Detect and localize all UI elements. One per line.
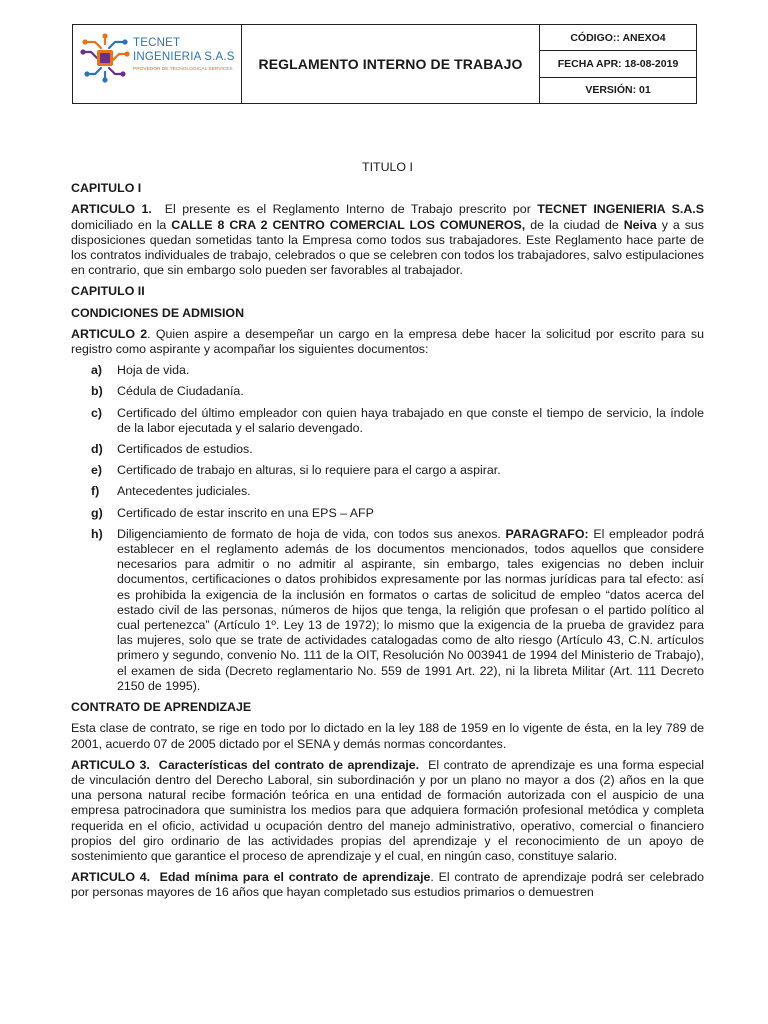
articulo-3-text: El contrato de aprendizaje es una forma especial de vinculación dentro del Derecho Laboral, sin subordinación y por un plano no mayor a dos (2) años en la que una persona natural recibe formación teórica en una entidad de formación autorizada con el auspicio de una empresa patrocinadora que suministra los medios para que adquiera formación profesional metódica y completa requerida en el oficio, actividad u ocupación dentro del manejo administrativo, operativo, comercial o financiero propios del giro ordinario de las actividades propias del aprendizaje y el reconocimiento de un apoyo de sostenimiento que garantice el proceso de aprendizaje y el cual, en ningún caso, constituye salario. [71,757,704,863]
list-item [71,363,704,378]
list-item-letter: g) [91,505,103,520]
list-item-letter: d) [91,442,103,457]
list-item [71,406,704,436]
company-logo [73,25,242,103]
item-h-text: Diligenciamiento de formato de hoja de vida, con todos sus anexos. [117,526,501,541]
articulo-3 [71,758,704,864]
list-item [71,442,704,457]
list-item-text: Antecedentes judiciales. [117,484,251,499]
contrato-aprendizaje-text: Esta clase de contrato, se rige en todo por lo dictado en la ley 188 de 1959 en lo vigente de ésta, en la ley 789 de 2001, acuerdo 07 de 2005 dictado por el SENA y demás normas concordantes. [71,721,704,751]
articulo-2-label: ARTICULO 2 [71,326,148,341]
circuit-logo-icon [79,32,131,84]
company-address: CALLE 8 CRA 2 CENTRO COMERCIAL LOS COMUNEROS, [171,217,526,232]
company-name: TECNET INGENIERIA S.A.S [537,202,704,217]
document-title: REGLAMENTO INTERNO DE TRABAJO [242,25,540,103]
document-header [72,24,697,104]
list-item-text: Certificado de trabajo en alturas, si lo requiere para el cargo a aspirar. [117,463,501,478]
list-item-letter: b) [91,384,103,399]
company-city: Neiva [623,217,657,232]
company-name-line1: TECNET [133,37,181,49]
list-item-text [117,527,704,694]
articulo-1-text-2: domiciliado en la [71,217,167,232]
requirements-list [71,363,704,694]
list-item-letter: e) [91,463,103,478]
list-item-text: Certificado de estar inscrito en una EPS – AFP [117,505,374,520]
capitulo-1-heading: CAPITULO I [71,181,142,196]
articulo-1-text-3: de la ciudad de [530,217,619,232]
list-item-text: Cédula de Ciudadanía. [117,384,244,399]
articulo-4 [71,870,704,900]
titulo-heading: TITULO I [362,160,413,174]
articulo-1 [71,202,704,278]
capitulo-2-heading: CAPITULO II [71,284,145,299]
document-meta [540,25,696,103]
condiciones-heading: CONDICIONES DE ADMISION [71,305,245,320]
approval-date: FECHA APR: 18-08-2019 [540,50,696,76]
list-item [71,463,704,478]
articulo-2 [71,327,704,357]
document-code: CÓDIGO:: ANEXO4 [570,31,666,44]
list-item-letter: a) [91,363,103,378]
document-version: VERSIÓN: 01 [540,77,696,103]
articulo-4-heading: Edad mínima para el contrato de aprendizaje [159,870,431,885]
articulo-3-label: ARTICULO 3. [71,757,150,772]
articulo-1-text: El presente es el Reglamento Interno de Trabajo prescrito por [164,202,531,217]
articulo-4-label: ARTICULO 4. [71,870,151,885]
list-item-letter: h) [91,526,103,541]
contrato-aprendizaje-heading: CONTRATO DE APRENDIZAJE [71,700,252,715]
paragrafo-text: El empleador podrá establecer en el reglamento además de los documentos mencionados, todos aquellos que considere necesarios para admitir o no admitir al aspirante, sin embargo, tales exigencias no deben incluir documentos, certificaciones o datos prohibidos expresamente por las normas jurídicas para tal efecto: así es prohibida la exigencia de la inclusión en formatos o cartas de solicitud de empleo “datos acerca del estado civil de las personas, números de hijos que tenga, la religión que profesan o el partido político al cual pertenezca” (Artículo 1º. Ley 13 de 1972); lo mismo que la exigencia de la prueba de gravidez para las mujeres, solo que se trate de actividades catalogadas como de alto riesgo (Artículo 43, C.N. artículos primero y segundo, convenio No. 111 de la OIT, Resolución No 003941 de 1994 del Ministerio de Trabajo), el examen de sida (Decreto reglamentario No. 559 de 1991 Art. 22), ni la libreta Militar (Art. 111 Decreto 2150 de 1995). [117,526,704,693]
list-item-text: Certificado del último empleador con quien haya trabajado en que conste el tiempo de servicio, la índole de la labor ejecutada y el salario devengado. [117,405,704,435]
list-item-letter: f) [91,484,100,499]
company-name-line2: INGENIERIA S.A.S [133,51,235,63]
list-item [71,527,704,694]
articulo-1-label: ARTICULO 1. [71,202,152,217]
articulo-4-text: . El contrato de aprendizaje podrá ser celebrado por personas mayores de 16 años que hayan completado sus estudios primarios o demuestren [71,870,704,900]
list-item [71,384,704,399]
document-body [71,160,704,901]
paragrafo-label: PARAGRAFO: [505,526,589,541]
list-item-text: Hoja de vida. [117,363,190,378]
articulo-1-text-4: y a sus disposiciones quedan sometidas tanto la Empresa como todos sus trabajadores. Este Reglamento hace parte de los contratos individuales de trabajo, celebrados o que se celebren con todos los trabajadores, salvo estipulaciones en contrario, que sin embargo solo pueden ser favorables al trabajador. [71,217,704,278]
company-tagline: PROVEDOR DE TECNOLOGICAL SERVICES [133,67,233,72]
list-item-text: Certificados de estudios. [117,442,253,457]
list-item [71,484,704,499]
list-item-letter: c) [91,405,103,420]
articulo-2-text: . Quien aspire a desempeñar un cargo en la empresa debe hacer la solicitud por escrito para su registro como aspirante y acompañar los siguientes documentos: [71,326,704,357]
articulo-3-heading: Características del contrato de aprendizaje. [158,757,420,772]
list-item [71,506,704,521]
